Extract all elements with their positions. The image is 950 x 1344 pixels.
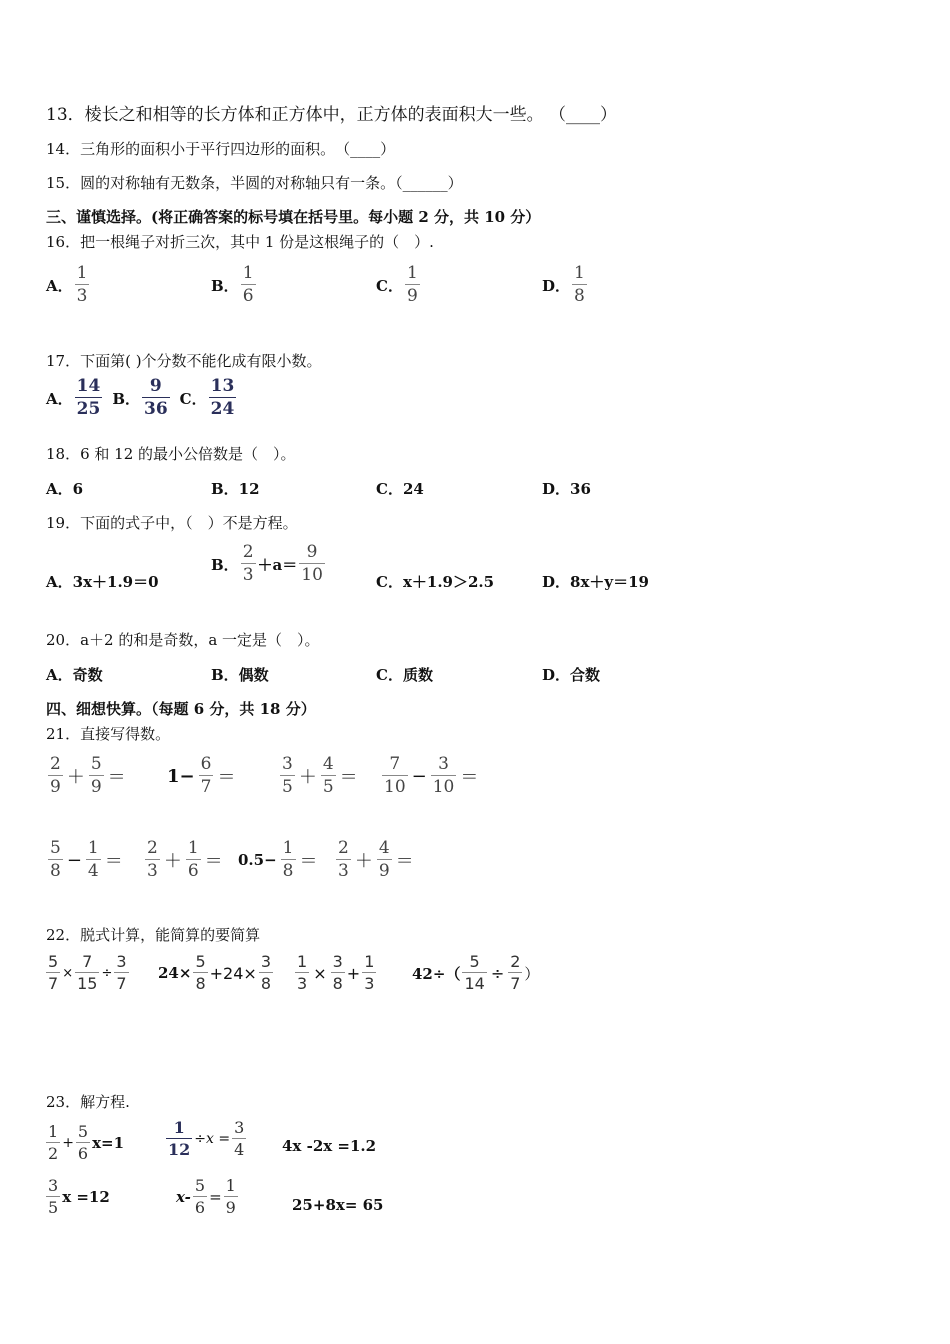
- option-label: D．: [542, 276, 571, 295]
- operator: ÷: [101, 965, 113, 981]
- operator: ×: [62, 965, 74, 981]
- denominator: 4: [87, 861, 99, 881]
- option-label: B．: [211, 276, 239, 295]
- equals: ＝: [460, 767, 479, 788]
- q18-option-d: D．36: [542, 480, 591, 498]
- option-label: A．: [46, 276, 73, 295]
- suffix: ）: [524, 964, 540, 983]
- fraction: [295, 954, 309, 992]
- question-18: 18．6 和 12 的最小公倍数是（ ）。: [46, 445, 296, 463]
- fraction: [299, 544, 325, 584]
- fraction: [405, 265, 420, 305]
- numerator: 1: [297, 952, 308, 971]
- q16-option-d: [542, 265, 589, 305]
- denominator: 14: [464, 974, 485, 993]
- q23-equation-6: 25+8x= 65: [292, 1196, 384, 1214]
- question-21: 21．直接写得数。: [46, 725, 171, 743]
- numerator: 2: [510, 952, 521, 971]
- fraction: [89, 756, 104, 796]
- numerator: 5: [50, 838, 61, 858]
- denominator: 6: [194, 1198, 206, 1217]
- q21-expression-4: [380, 756, 480, 796]
- fraction: [259, 954, 273, 992]
- prefix: 0.5−: [238, 851, 277, 869]
- numerator: 3: [282, 754, 293, 774]
- question-17: 17．下面第( )个分数不能化成有限小数。: [46, 352, 322, 370]
- fraction: [209, 378, 237, 418]
- numerator: 6: [200, 754, 212, 774]
- fraction: [241, 265, 256, 305]
- denominator: 9: [406, 286, 418, 306]
- denominator: 8: [574, 286, 585, 306]
- numerator: 2: [147, 838, 158, 858]
- numerator: 1: [87, 838, 99, 858]
- operator: ×: [313, 963, 327, 983]
- q16-option-a: [46, 265, 91, 305]
- question-16: 16．把一根绳子对折三次，其中 1 份是这根绳子的（ ）.: [46, 233, 434, 251]
- denominator: 3: [76, 286, 88, 306]
- option-label: C．: [179, 389, 207, 408]
- numerator: 1: [173, 1118, 185, 1137]
- numerator: 3: [116, 952, 127, 971]
- fraction: [377, 840, 392, 880]
- q17-options: [46, 378, 238, 418]
- fraction: [145, 840, 160, 880]
- denominator: 3: [364, 974, 375, 993]
- denominator: 8: [50, 861, 61, 881]
- denominator: 7: [510, 974, 521, 993]
- q21-expression-7: [236, 840, 320, 880]
- denominator: 5: [48, 1198, 59, 1217]
- operator: −: [66, 849, 82, 871]
- prefix: 42÷（: [412, 964, 461, 983]
- operator: ＋: [163, 851, 182, 872]
- equation-middle: ＋a＝: [257, 555, 298, 574]
- numerator: 2: [338, 838, 349, 858]
- option-label: B．: [112, 389, 140, 408]
- q20-option-b: B．偶数: [211, 666, 269, 684]
- equation-middle: ÷x =: [194, 1131, 231, 1147]
- numerator: 1: [187, 838, 199, 858]
- fraction: [46, 1124, 60, 1162]
- denominator: 25: [76, 399, 101, 419]
- numerator: 3: [260, 952, 271, 971]
- numerator: 3: [48, 1176, 59, 1195]
- fraction: [508, 954, 522, 992]
- numerator: 1: [242, 263, 254, 283]
- denominator: 8: [282, 861, 294, 881]
- denominator: 8: [260, 974, 271, 993]
- q21-expression-5: [46, 840, 125, 880]
- denominator: 9: [90, 777, 102, 797]
- q23-equation-4: [44, 1178, 110, 1216]
- fraction: [431, 756, 457, 796]
- denominator: 3: [242, 565, 254, 585]
- equals: ＝: [204, 851, 223, 872]
- q22-expression-2: [158, 954, 275, 992]
- equation-rest: x =12: [62, 1188, 110, 1206]
- denominator: 9: [50, 777, 61, 797]
- fraction: [46, 954, 60, 992]
- denominator: 9: [378, 861, 390, 881]
- fraction: [186, 840, 201, 880]
- numerator: 13: [210, 376, 235, 396]
- fraction: [280, 756, 295, 796]
- denominator: 6: [77, 1144, 89, 1163]
- numerator: 3: [234, 1118, 245, 1137]
- q21-expression-1: [46, 756, 128, 796]
- q21-expression-8: [334, 840, 416, 880]
- denominator: 4: [234, 1140, 245, 1159]
- fraction: [241, 544, 256, 584]
- q19-option-c: C．x＋1.9＞2.5: [376, 573, 495, 591]
- numerator: 5: [77, 1122, 89, 1141]
- q22-expression-3: [293, 954, 378, 992]
- numerator: 9: [306, 542, 318, 562]
- operator: ÷: [490, 963, 505, 983]
- operator: ＋: [66, 767, 85, 788]
- q21-expression-3: [278, 756, 360, 796]
- q21-expression-2: [165, 756, 237, 796]
- denominator: 3: [147, 861, 158, 881]
- denominator: 3: [338, 861, 349, 881]
- equals: ＝: [217, 767, 236, 788]
- q21-expression-6: [143, 840, 225, 880]
- q18-option-b: B．12: [211, 480, 260, 498]
- denominator: 9: [225, 1198, 236, 1217]
- fraction: [321, 756, 336, 796]
- equals: =: [209, 1188, 222, 1206]
- fraction: [281, 840, 296, 880]
- numerator: 1: [406, 263, 418, 283]
- fraction: [46, 1178, 60, 1216]
- fraction: [75, 378, 103, 418]
- equals: ＝: [299, 851, 318, 872]
- q23-equation-3: 4x -2x =1.2: [282, 1137, 377, 1155]
- fraction: [86, 840, 101, 880]
- numerator: 4: [322, 754, 334, 774]
- denominator: 8: [332, 974, 343, 993]
- fraction: [462, 954, 486, 992]
- q23-equation-1: [44, 1124, 124, 1162]
- fraction: [336, 840, 351, 880]
- fraction: [331, 954, 345, 992]
- q18-option-a: A．6: [46, 480, 84, 498]
- fraction: [114, 954, 128, 992]
- numerator: 9: [149, 376, 162, 396]
- q22-expression-4: [412, 954, 539, 992]
- fraction: [572, 265, 587, 305]
- numerator: 1: [364, 952, 375, 971]
- question-23: 23．解方程.: [46, 1093, 130, 1111]
- equation-rest: x=1: [92, 1134, 125, 1152]
- q19-option-a: A．3x＋1.9＝0: [46, 573, 159, 591]
- denominator: 6: [242, 286, 254, 306]
- numerator: 5: [48, 952, 59, 971]
- denominator: 12: [168, 1140, 191, 1159]
- prefix: 24×: [158, 964, 192, 982]
- denominator: 7: [200, 777, 212, 797]
- fraction: [232, 1120, 246, 1158]
- fraction: [48, 756, 63, 796]
- option-label: C．: [376, 276, 403, 295]
- prefix: 1−: [167, 765, 195, 787]
- numerator: 7: [82, 952, 93, 971]
- fraction: [142, 378, 170, 418]
- option-label: A．: [46, 389, 73, 408]
- operator: +: [346, 963, 361, 983]
- fraction: [382, 756, 408, 796]
- denominator: 7: [116, 974, 127, 993]
- fraction: [48, 840, 63, 880]
- question-14: 14．三角形的面积小于平行四边形的面积。 （____）: [46, 140, 396, 158]
- numerator: 1: [225, 1176, 236, 1195]
- fraction: [76, 1124, 90, 1162]
- question-22: 22．脱式计算，能简算的要简算: [46, 926, 261, 944]
- q23-equation-5: [176, 1178, 240, 1216]
- fraction: [362, 954, 376, 992]
- denominator: 15: [77, 974, 98, 993]
- denominator: 5: [282, 777, 293, 797]
- q19-option-b: [211, 544, 327, 584]
- numerator: 1: [48, 1122, 59, 1141]
- question-19: 19．下面的式子中，（ ）不是方程。: [46, 514, 298, 532]
- option-label: B．: [211, 555, 239, 574]
- equals: ＝: [104, 851, 123, 872]
- fraction: [224, 1178, 238, 1216]
- operator: ＋: [354, 851, 373, 872]
- fraction: [75, 265, 90, 305]
- numerator: 14: [76, 376, 101, 396]
- numerator: 3: [332, 952, 343, 971]
- question-13: 13．棱长之和相等的长方体和正方体中，正方体的表面积大一些。 （____）: [46, 105, 618, 125]
- question-20: 20．a＋2 的和是奇数，a 一定是（ ）。: [46, 631, 320, 649]
- numerator: 2: [50, 754, 61, 774]
- question-15: 15．圆的对称轴有无数条，半圆的对称轴只有一条。（______）: [46, 174, 463, 192]
- q20-option-a: A．奇数: [46, 666, 103, 684]
- numerator: 1: [76, 263, 88, 283]
- fraction: [166, 1120, 192, 1158]
- denominator: 10: [432, 777, 455, 797]
- denominator: 5: [322, 777, 334, 797]
- q19-option-d: D．8x＋y＝19: [542, 573, 649, 591]
- q20-option-c: C．质数: [376, 666, 433, 684]
- operator: ＋: [298, 767, 317, 788]
- q16-option-c: [376, 265, 422, 305]
- q18-option-c: C．24: [376, 480, 424, 498]
- fraction: [193, 954, 207, 992]
- denominator: 10: [301, 565, 323, 585]
- numerator: 5: [194, 1176, 206, 1195]
- q20-option-d: D．合数: [542, 666, 601, 684]
- fraction: [193, 1178, 207, 1216]
- numerator: 4: [378, 838, 390, 858]
- section-3-heading: 三、谨慎选择。(将正确答案的标号填在括号里。每小题 2 分，共 10 分）: [46, 208, 541, 226]
- fraction: [75, 954, 99, 992]
- denominator: 24: [210, 399, 235, 419]
- numerator: 7: [389, 754, 401, 774]
- denominator: 2: [48, 1144, 59, 1163]
- numerator: 5: [195, 952, 206, 971]
- prefix: x-: [176, 1188, 191, 1206]
- operator: +: [62, 1135, 74, 1151]
- q23-equation-2: [164, 1120, 248, 1158]
- equals: ＝: [395, 851, 414, 872]
- denominator: 10: [384, 777, 406, 797]
- numerator: 2: [242, 542, 254, 562]
- equals: ＝: [339, 767, 358, 788]
- denominator: 36: [144, 399, 168, 419]
- denominator: 8: [195, 974, 206, 993]
- equals: ＝: [107, 767, 126, 788]
- q22-expression-1: [44, 954, 131, 992]
- numerator: 1: [574, 263, 585, 283]
- fraction: [199, 756, 214, 796]
- section-4-heading: 四、细想快算。（每题 6 分，共 18 分）: [46, 700, 316, 718]
- denominator: 3: [297, 974, 308, 993]
- operator: +24×: [209, 963, 257, 983]
- denominator: 6: [187, 861, 199, 881]
- numerator: 3: [438, 754, 449, 774]
- denominator: 7: [48, 974, 59, 993]
- numerator: 5: [90, 754, 102, 774]
- q16-option-b: [211, 265, 258, 305]
- operator: −: [411, 765, 427, 787]
- numerator: 5: [469, 952, 480, 971]
- numerator: 1: [282, 838, 294, 858]
